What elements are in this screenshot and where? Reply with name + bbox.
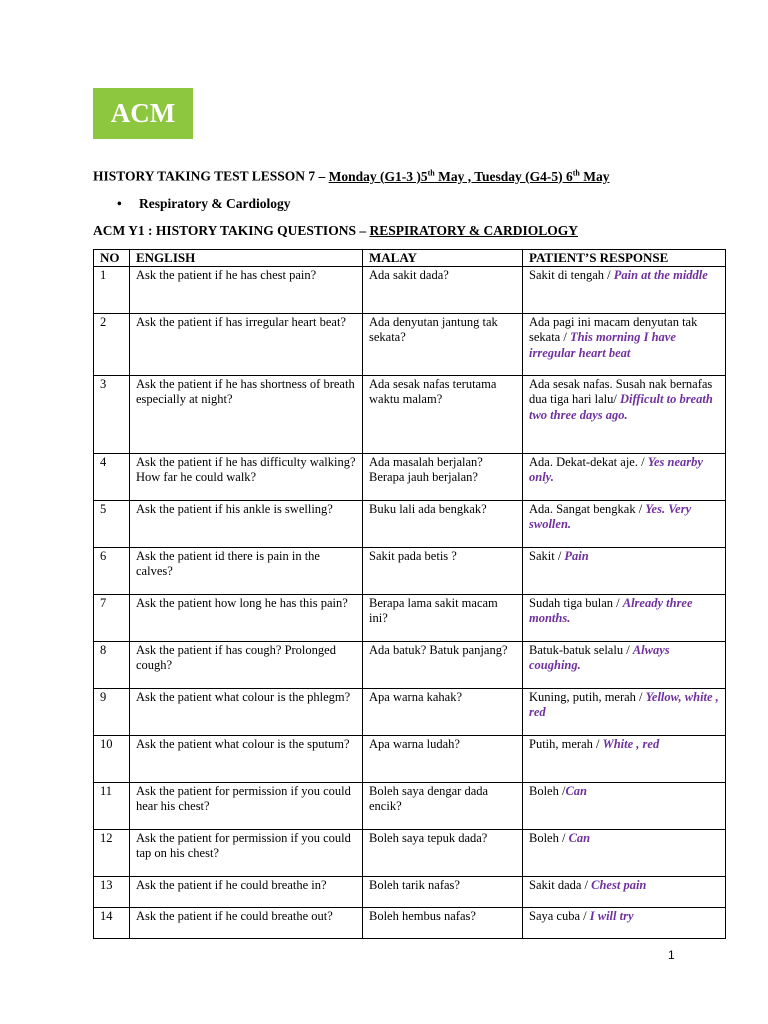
cell-response (523, 547, 726, 594)
section-heading-prefix: ACM Y1 : HISTORY TAKING QUESTIONS – (93, 223, 370, 238)
section-heading-topic: RESPIRATORY & CARDIOLOGY (369, 223, 578, 238)
cell-no: 10 (94, 735, 130, 782)
response-malay: Sakit di tengah / (529, 267, 614, 282)
section-heading (93, 223, 578, 239)
cell-malay: Boleh tarik nafas? (363, 876, 523, 907)
cell-response (523, 782, 726, 829)
response-english: Already three months. (529, 595, 693, 625)
bullet-icon: • (117, 196, 122, 211)
response-malay: Batuk-batuk selalu / (529, 642, 633, 657)
cell-malay: Ada masalah berjalan? Berapa jauh berjalan? (363, 453, 523, 500)
table-row (94, 266, 726, 313)
cell-english: Ask the patient if he could breathe in? (130, 876, 363, 907)
cell-english: Ask the patient what colour is the sputum? (130, 735, 363, 782)
cell-english: Ask the patient for permission if you could tap on his chest? (130, 829, 363, 876)
table-row (94, 453, 726, 500)
cell-no: 12 (94, 829, 130, 876)
cell-no: 1 (94, 266, 130, 313)
response-english: White , red (602, 736, 660, 751)
table-header-row (94, 250, 726, 267)
response-english: Yellow, white , red (529, 689, 719, 719)
table-row (94, 829, 726, 876)
test-title (93, 168, 610, 185)
response-english: Pain (564, 548, 589, 563)
response-english: Yes. Very swollen. (529, 501, 692, 531)
table-row (94, 688, 726, 735)
response-malay: Boleh / (529, 783, 566, 798)
response-malay: Sakit / (529, 548, 565, 563)
response-malay: Boleh / (529, 830, 569, 845)
cell-no: 13 (94, 876, 130, 907)
cell-response (523, 688, 726, 735)
cell-no: 14 (94, 907, 130, 938)
table-row (94, 500, 726, 547)
cell-english: Ask the patient for permission if you could hear his chest? (130, 782, 363, 829)
col-header-no: NO (94, 250, 130, 267)
cell-no: 11 (94, 782, 130, 829)
cell-english: Ask the patient if he has chest pain? (130, 266, 363, 313)
cell-no: 7 (94, 594, 130, 641)
response-english: Chest pain (591, 877, 647, 892)
response-malay: Ada pagi ini macam denyutan tak sekata / (529, 314, 698, 344)
cell-english: Ask the patient if has irregular heart beat? (130, 313, 363, 375)
acm-logo: ACM (93, 88, 193, 139)
cell-malay: Ada batuk? Batuk panjang? (363, 641, 523, 688)
topic-label: Respiratory & Cardiology (139, 196, 291, 211)
table-row (94, 547, 726, 594)
cell-malay: Ada sakit dada? (363, 266, 523, 313)
cell-malay: Apa warna ludah? (363, 735, 523, 782)
cell-response (523, 375, 726, 453)
cell-response (523, 594, 726, 641)
cell-english: Ask the patient if he has difficulty walking? How far he could walk? (130, 453, 363, 500)
cell-response (523, 313, 726, 375)
response-malay: Putih, merah / (529, 736, 603, 751)
response-english: Pain at the middle (613, 267, 708, 282)
table-row (94, 313, 726, 375)
cell-response (523, 907, 726, 938)
response-english: Can (565, 783, 588, 798)
response-english: Always coughing. (529, 642, 670, 672)
cell-english: Ask the patient if he could breathe out? (130, 907, 363, 938)
cell-malay: Buku lali ada bengkak? (363, 500, 523, 547)
cell-malay: Ada sesak nafas terutama waktu malam? (363, 375, 523, 453)
cell-no: 2 (94, 313, 130, 375)
cell-response (523, 266, 726, 313)
topic-bullet (117, 196, 290, 212)
cell-english: Ask the patient how long he has this pain? (130, 594, 363, 641)
cell-malay: Boleh saya dengar dada encik? (363, 782, 523, 829)
response-english: Difficult to breath two three days ago. (529, 392, 713, 422)
table-row (94, 782, 726, 829)
questions-table (93, 249, 726, 939)
cell-no: 6 (94, 547, 130, 594)
cell-malay: Boleh hembus nafas? (363, 907, 523, 938)
col-header-english: ENGLISH (130, 250, 363, 267)
cell-english: Ask the patient if his ankle is swelling? (130, 500, 363, 547)
table-row (94, 876, 726, 907)
test-title-prefix: HISTORY TAKING TEST LESSON 7 – (93, 168, 329, 184)
response-english: I will try (589, 908, 634, 923)
cell-response (523, 876, 726, 907)
cell-malay: Ada denyutan jantung tak sekata? (363, 313, 523, 375)
cell-english: Ask the patient if he has shortness of breath especially at night? (130, 375, 363, 453)
table-row (94, 594, 726, 641)
table-row (94, 641, 726, 688)
cell-malay: Sakit pada betis ? (363, 547, 523, 594)
test-schedule: Monday (G1-3 )5th May , Tuesday (G4-5) 6th May (328, 168, 610, 184)
response-malay: Ada. Sangat bengkak / (529, 501, 646, 516)
response-malay: Ada. Dekat-dekat aje. / (529, 454, 648, 469)
cell-no: 3 (94, 375, 130, 453)
cell-response (523, 735, 726, 782)
cell-no: 8 (94, 641, 130, 688)
cell-response (523, 500, 726, 547)
cell-malay: Berapa lama sakit macam ini? (363, 594, 523, 641)
cell-response (523, 829, 726, 876)
cell-response (523, 641, 726, 688)
table-row (94, 735, 726, 782)
cell-no: 5 (94, 500, 130, 547)
cell-english: Ask the patient id there is pain in the calves? (130, 547, 363, 594)
col-header-malay: MALAY (363, 250, 523, 267)
cell-english: Ask the patient what colour is the phlegm? (130, 688, 363, 735)
cell-malay: Boleh saya tepuk dada? (363, 829, 523, 876)
response-malay: Ada sesak nafas. Susah nak bernafas dua tiga hari lalu/ (529, 376, 713, 406)
response-english: Can (568, 830, 591, 845)
col-header-response: PATIENT’S RESPONSE (523, 250, 726, 267)
cell-no: 9 (94, 688, 130, 735)
page-number: 1 (668, 948, 675, 962)
cell-malay: Apa warna kahak? (363, 688, 523, 735)
response-malay: Saya cuba / (529, 908, 590, 923)
cell-english: Ask the patient if has cough? Prolonged cough? (130, 641, 363, 688)
response-malay: Sakit dada / (529, 877, 592, 892)
response-english: This morning I have irregular heart beat (529, 330, 676, 360)
response-malay: Kuning, putih, merah / (529, 689, 646, 704)
cell-no: 4 (94, 453, 130, 500)
table-row (94, 375, 726, 453)
table-row (94, 907, 726, 938)
response-malay: Sudah tiga bulan / (529, 595, 623, 610)
response-english: Yes nearby only. (529, 454, 703, 484)
cell-response (523, 453, 726, 500)
